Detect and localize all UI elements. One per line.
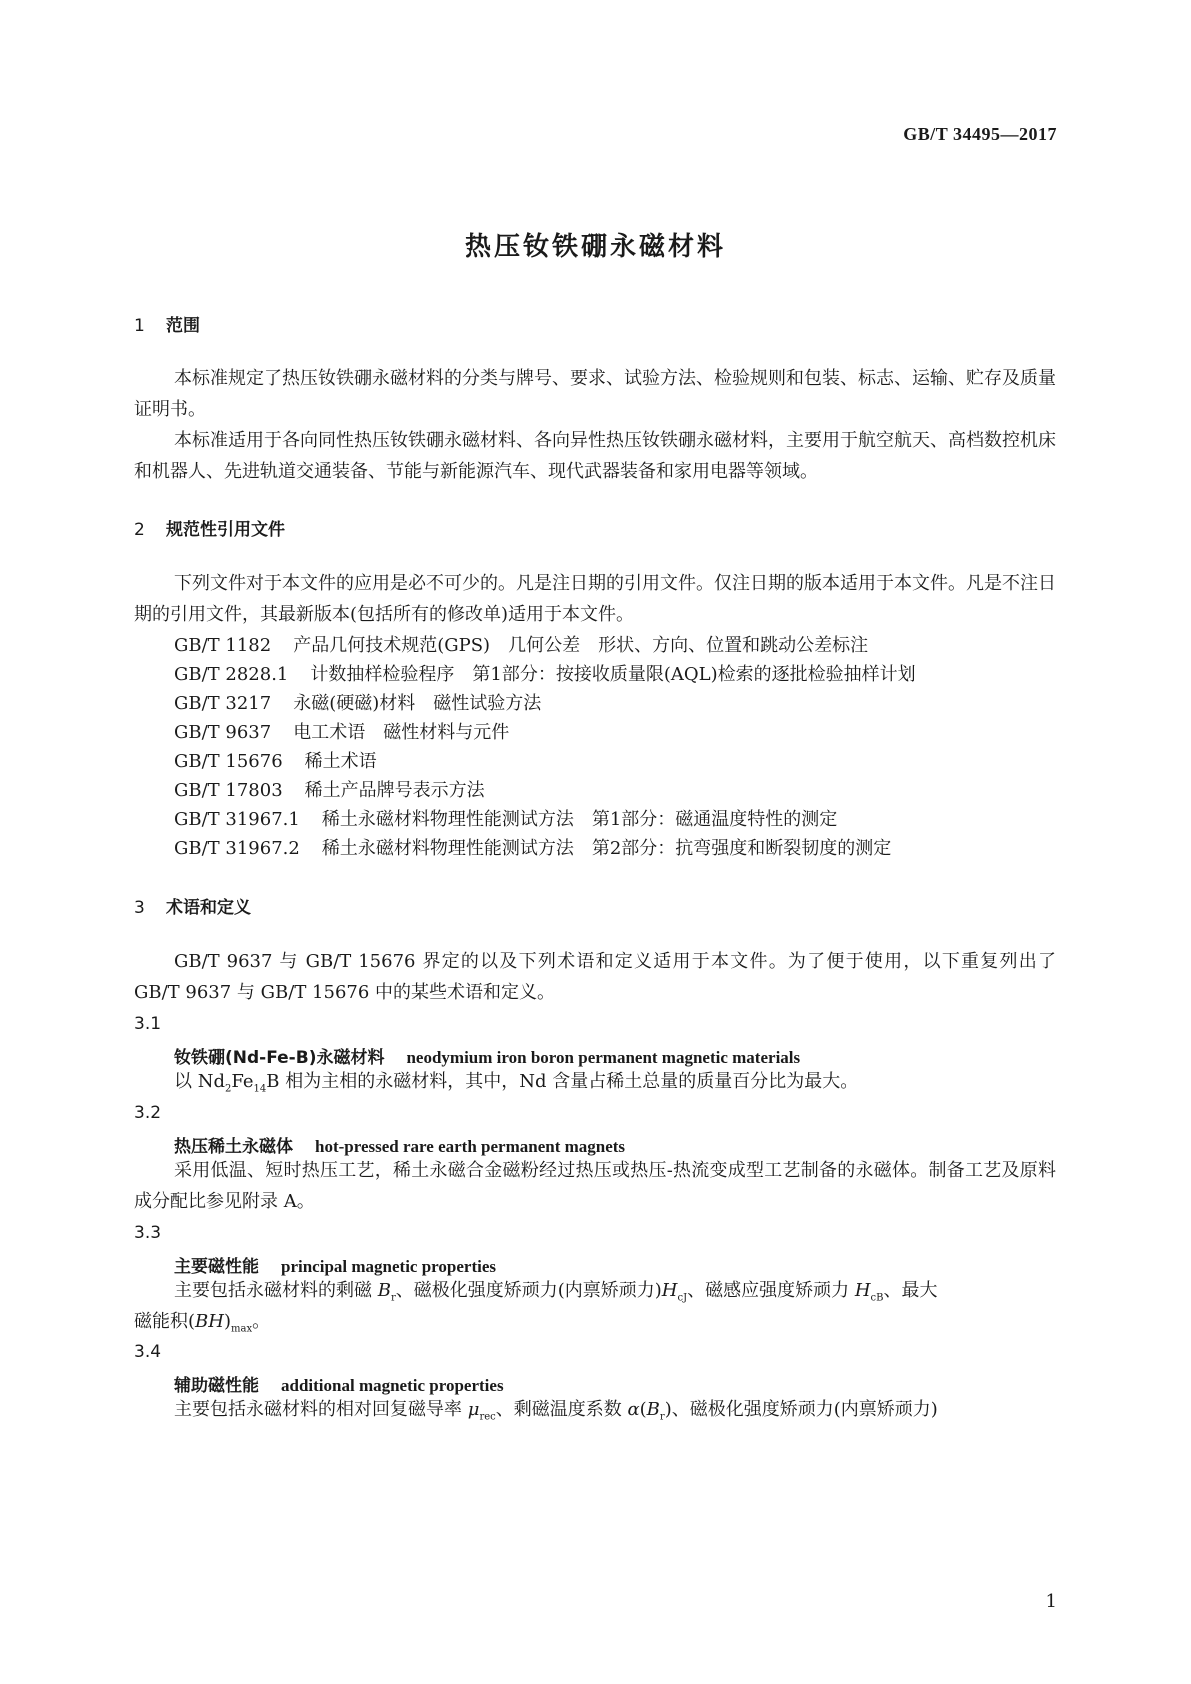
section-title: 范围: [166, 316, 200, 336]
term-zh: 主要磁性能: [174, 1257, 259, 1277]
reference-item: [174, 746, 377, 777]
term-zh: 辅助磁性能: [174, 1376, 259, 1396]
subscript: r: [659, 1411, 665, 1423]
reference-code: GB/T 1182: [174, 635, 272, 656]
term-en: hot-pressed rare earth permanent magnets: [315, 1137, 626, 1156]
symbol: μ: [467, 1399, 480, 1420]
subscript: rec: [479, 1411, 496, 1423]
section-number: 2: [134, 520, 145, 540]
reference-title: 稀土产品牌号表示方法: [304, 780, 485, 801]
reference-item: [174, 659, 916, 690]
subscript: 14: [253, 1083, 267, 1095]
term-definition: [174, 1275, 938, 1314]
subscript: cB: [870, 1292, 884, 1304]
definition-text: ): [223, 1311, 231, 1332]
term-definition: [174, 1394, 938, 1433]
section-number: 3: [134, 898, 145, 918]
reference-item: [174, 833, 891, 864]
section-2-heading: [134, 515, 285, 540]
standard-number: GB/T 34495—2017: [903, 124, 1057, 144]
reference-title: 稀土永磁材料物理性能测试方法 第2部分：抗弯强度和断裂韧度的测定: [321, 838, 892, 859]
symbol: BH: [195, 1311, 224, 1332]
reference-item: [174, 804, 837, 835]
term-en: principal magnetic properties: [281, 1257, 496, 1276]
definition-text: 磁能积(: [134, 1311, 196, 1332]
reference-code: GB/T 2828.1: [174, 664, 289, 685]
reference-item: [174, 717, 509, 748]
definition-text: 、最大: [883, 1280, 938, 1301]
document-title: 热压钕铁硼永磁材料: [464, 232, 726, 262]
definition-text: (: [639, 1399, 647, 1420]
term-number: 3.1: [134, 1014, 162, 1034]
term-number: 3.4: [134, 1342, 162, 1362]
definition-text: B 相为主相的永磁材料，其中，Nd 含量占稀土总量的质量百分比为最大。: [266, 1071, 859, 1092]
reference-title: 产品几何技术规范(GPS) 几何公差 形状、方向、位置和跳动公差标注: [293, 635, 869, 656]
term-zh: 钕铁硼(Nd-Fe-B)永磁材料: [174, 1048, 385, 1068]
reference-code: GB/T 17803: [174, 780, 283, 801]
reference-title: 电工术语 磁性材料与元件: [293, 722, 510, 743]
reference-title: 计数抽样检验程序 第1部分：按接收质量限(AQL)检索的逐批检验抽样计划: [310, 664, 916, 685]
term-definition: [174, 1066, 858, 1105]
reference-item: [174, 775, 485, 806]
definition-text: Fe: [231, 1071, 254, 1092]
section-1-heading: [134, 311, 200, 336]
subscript: max: [231, 1323, 253, 1335]
definition-text: 主要包括永磁材料的剩磁: [174, 1280, 378, 1301]
term-en: additional magnetic properties: [281, 1376, 504, 1395]
subscript: 2: [225, 1083, 232, 1095]
reference-code: GB/T 15676: [174, 751, 283, 772]
subscript: cJ: [677, 1292, 688, 1304]
definition-text: )、磁极化强度矫顽力(内禀矫顽力): [664, 1399, 938, 1420]
term-zh: 热压稀土永磁体: [174, 1137, 293, 1157]
section-3-heading: [134, 893, 251, 918]
symbol: α: [627, 1399, 640, 1420]
term-number: 3.2: [134, 1103, 162, 1123]
definition-text: 、磁感应强度矫顽力: [687, 1280, 855, 1301]
term-number: 3.3: [134, 1223, 162, 1243]
section-title: 术语和定义: [166, 898, 251, 918]
definition-text: 主要包括永磁材料的相对回复磁导率: [174, 1399, 468, 1420]
references-intro: 下列文件对于本文件的应用是必不可少的。凡是注日期的引用文件。仅注日期的版本适用于本文件。凡是不注日期的引用文件，其最新版本(包括所有的修改单)适用于本文件。: [134, 573, 1056, 625]
term-definition-continued: [134, 1306, 270, 1345]
scope-paragraph-2: 本标准适用于各向同性热压钕铁硼永磁材料、各向异性热压钕铁硼永磁材料，主要用于航空航天、高档数控机床和机器人、先进轨道交通装备、节能与新能源汽车、现代武器装备和家用电器等领域。: [134, 430, 1056, 482]
reference-code: GB/T 3217: [174, 693, 272, 714]
reference-title: 稀土永磁材料物理性能测试方法 第1部分：磁通温度特性的测定: [321, 809, 838, 830]
term-heading: [174, 1371, 504, 1396]
term-heading: [174, 1043, 800, 1068]
section-title: 规范性引用文件: [166, 520, 285, 540]
definition-text: 、磁极化强度矫顽力(内禀矫顽力): [395, 1280, 662, 1301]
term-heading: [174, 1252, 496, 1277]
symbol: H: [854, 1280, 871, 1301]
reference-code: GB/T 31967.2: [174, 838, 300, 859]
definition-text: 、剩磁温度系数: [495, 1399, 628, 1420]
reference-title: 永磁(硬磁)材料 磁性试验方法: [293, 693, 542, 714]
page-number: 1: [1045, 1591, 1057, 1612]
symbol: H: [661, 1280, 678, 1301]
reference-item: [174, 688, 541, 719]
subscript: r: [390, 1292, 396, 1304]
terms-intro: GB/T 9637 与 GB/T 15676 界定的以及下列术语和定义适用于本文件。为了便于使用，以下重复列出了 GB/T 9637 与 GB/T 15676 中的某些术语和定义。: [134, 951, 1056, 1003]
term-definition: 采用低温、短时热压工艺，稀土永磁合金磁粉经过热压或热压-热流变成型工艺制备的永磁体。制备工艺及原料成分配比参见附录 A。: [134, 1160, 1056, 1212]
term-heading: [174, 1132, 625, 1157]
definition-text: 以 Nd: [174, 1071, 225, 1092]
reference-code: GB/T 9637: [174, 722, 272, 743]
reference-title: 稀土术语: [304, 751, 377, 772]
reference-code: GB/T 31967.1: [174, 809, 300, 830]
definition-text: 。: [252, 1311, 271, 1332]
section-number: 1: [134, 316, 145, 336]
reference-item: [174, 630, 868, 661]
scope-paragraph-1: 本标准规定了热压钕铁硼永磁材料的分类与牌号、要求、试验方法、检验规则和包装、标志、运输、贮存及质量证明书。: [134, 368, 1056, 420]
term-en: neodymium iron boron permanent magnetic materials: [406, 1048, 801, 1067]
symbol: B: [646, 1399, 660, 1420]
symbol: B: [377, 1280, 391, 1301]
